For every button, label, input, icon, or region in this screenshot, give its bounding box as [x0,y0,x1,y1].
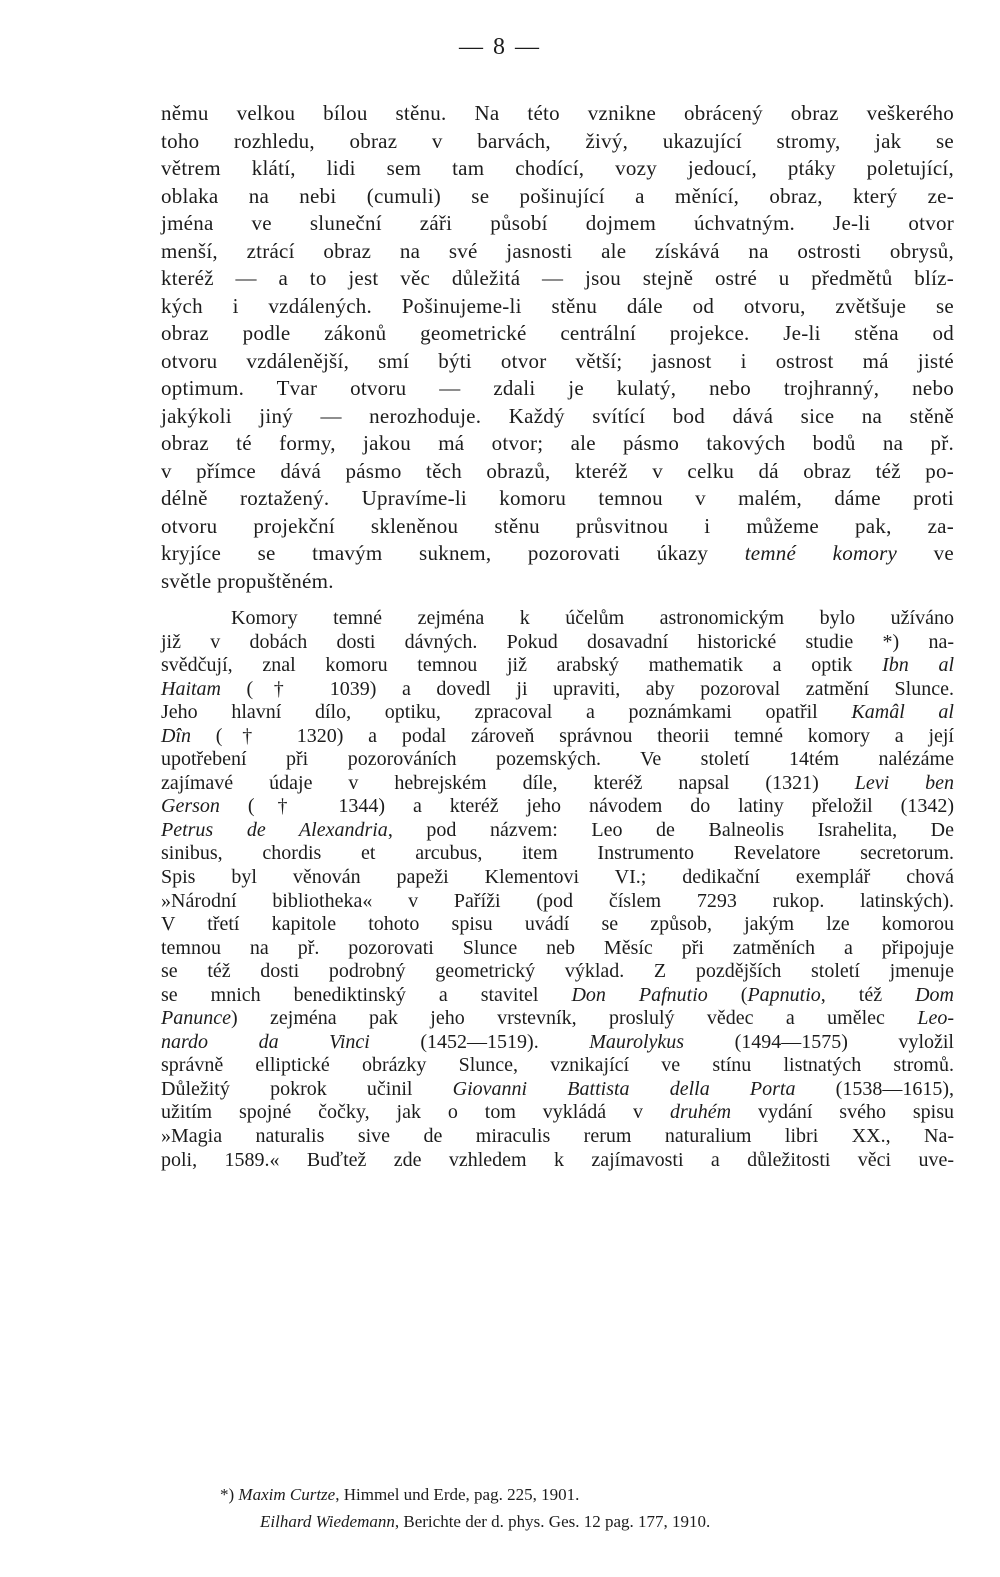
text-line: větrem klátí, lidi sem tam chodící, vozy jedoucí, ptáky poletující, [161,156,954,180]
text-line: Panunce) zejména pak jeho vrstevník, proslulý vědec a umělec Leo- [161,1007,954,1030]
italic-name: Gerson [161,795,220,818]
footnotes [220,1481,920,1535]
italic-name: Petrus de Alexandria [161,818,388,841]
text-line: temnou na př. pozorovati Slunce neb Měsíc při zatměních a připojuje [161,936,954,959]
italic-name: Dîn [161,724,191,747]
text-line: jména ve sluneční záři působí dojmem úchvatným. Je-li otvor [161,211,954,235]
text-line: otvoru projekční skleněnou stěnu průsvitnou i můžeme pak, za- [161,513,954,538]
text-line: Jeho hlavní dílo, optiku, zpracoval a poznámkami opatřil Kamâl al [161,701,954,724]
italic-word: druhém [669,1101,732,1124]
text-line: délně roztažený. Upravíme-li komoru temnou v malém, dáme proti [161,486,954,510]
text-line: obraz té formy, jakou má otvor; ale pásmo takových bodů na př. [161,431,954,455]
text-line: zajímavé údaje v hebrejském díle, kteréž napsal (1321) Levi ben [161,771,955,794]
text-line: Dîn († 1320) a podal zároveň správnou theorii temné komory a její [161,724,954,747]
italic-name: nardo da Vinci [161,1030,370,1053]
text-line: Důležitý pokrok učinil Giovanni Battista della Porta (1538—1615), [161,1077,954,1100]
italic-name: Papnutio [747,983,821,1006]
text-line: se mnich benediktinský a stavitel Don Pafnutio (Papnutio, též Dom [161,983,954,1006]
page-number: — 8 — [459,34,541,60]
text-line: kteréž — a to jest věc důležitá — jsou stejně ostré u předmětů blíz- [161,266,954,290]
italic-name: Haitam [161,677,221,700]
text-line: Komory temné zejména k účelům astronomickým bylo užíváno [231,607,954,629]
text-line: poli, 1589.« Buďtež zde vzhledem k zajímavosti a důležitosti věci uve- [161,1148,954,1171]
text-line: Gerson († 1344) a kteréž jeho návodem do latiny přeložil (1342) [161,795,954,818]
text-line: optimum. Tvar otvoru — zdali je kulatý, nebo trojhranný, nebo [161,376,954,400]
italic-name: Dom [915,983,954,1006]
footnote-1: *) Maxim Curtze, Himmel und Erde, pag. 225, 1901. [220,1485,580,1504]
text-line: správně elliptické obrázky Slunce, vznikající ve stínu listnatých stromů. [161,1054,954,1077]
footnote-author: Maxim Curtze [238,1485,336,1504]
text-line: menší, ztrácí obraz na své jasnosti ale získává na ostrosti obrysů, [161,238,954,263]
italic-name: Ibn al [882,654,954,677]
paragraph-1 [161,100,954,595]
text-line: oblaka na nebi (cumuli) se pošinující a měnící, obraz, který ze- [161,183,954,208]
italic-name: Leo- [917,1007,954,1030]
text-line: nardo da Vinci (1452—1519). Maurolykus (1494—1575) vyložil [161,1030,954,1053]
text-line: němu velkou bílou stěnu. Na této vznikne obrácený obraz veškerého [161,101,954,125]
paragraph-2 [161,607,954,1172]
text-line: již v dobách dosti dávných. Pokud dosavadní historické studie *) na- [161,630,954,653]
text-line: toho rozhledu, obraz v barvách, živý, ukazující stromy, jak se [161,128,954,153]
text-line: Haitam († 1039) a dovedl ji upraviti, aby pozoroval zatmění Slunce. [161,677,954,700]
text-line: V třetí kapitole tohoto spisu uvádí se způsob, jakým lze komorou [161,913,954,936]
body-text [161,100,954,1172]
text-line: »Magia naturalis sive de miraculis rerum naturalium libri XX., Na- [161,1125,954,1148]
italic-name: Panunce [161,1007,231,1030]
italic-name: Don Pafnutio [571,983,708,1006]
text-line: Spis byl věnován papeži Klementovi VI.; dedikační exemplář chová [161,866,954,889]
footnote-author: Eilhard Wiedemann [260,1512,395,1531]
italic-term: temné komory [744,541,898,565]
italic-name: Kamâl al [851,701,954,724]
italic-name: Giovanni Battista della Porta [452,1077,796,1100]
footnote-2: Eilhard Wiedemann, Berichte der d. phys. Ges. 12 pag. 177, 1910. [260,1512,711,1531]
text-line: v přímce dává pásmo těch obrazů, kteréž v celku dá obraz též po- [161,458,954,483]
text-line: Petrus de Alexandria, pod názvem: Leo de Balneolis Israhelita, De [161,818,954,841]
text-line: se též dosti podrobný geometrický výklad. Z pozdějších století jmenuje [161,960,954,983]
text-line: svědčují, znal komoru temnou již arabský mathematik a optik Ibn al [161,654,954,677]
text-line: otvoru vzdálenější, smí býti otvor větší; jasnost i ostrost má jisté [161,348,954,373]
text-line: upotřebení při pozorováních pozemských. Ve století 14tém nalézáme [161,748,954,771]
italic-name: Maurolykus [589,1030,685,1053]
text-line: světle propuštěném. [161,568,334,593]
text-line: kých i vzdálených. Pošinujeme-li stěnu dále od otvoru, zvětšuje se [161,293,954,318]
text-line: obraz podle zákonů geometrické centrální projekce. Je-li stěna od [161,321,954,345]
italic-name: Levi ben [854,771,955,794]
text-line: sinibus, chordis et arcubus, item Instrumento Revelatore secretorum. [161,842,954,865]
text-line: »Národní bibliotheka« v Paříži (pod číslem 7293 rukop. latinských). [161,889,954,912]
text-line: kryjíce se tmavým suknem, pozorovati úkazy temné komory ve [161,541,954,565]
text-line: jakýkoli jiný — nerozhoduje. Každý svítící bod dává sice na stěně [161,403,954,428]
text-line: užitím spojné čočky, jak o tom vykládá v druhém vydání svého spisu [161,1101,954,1124]
